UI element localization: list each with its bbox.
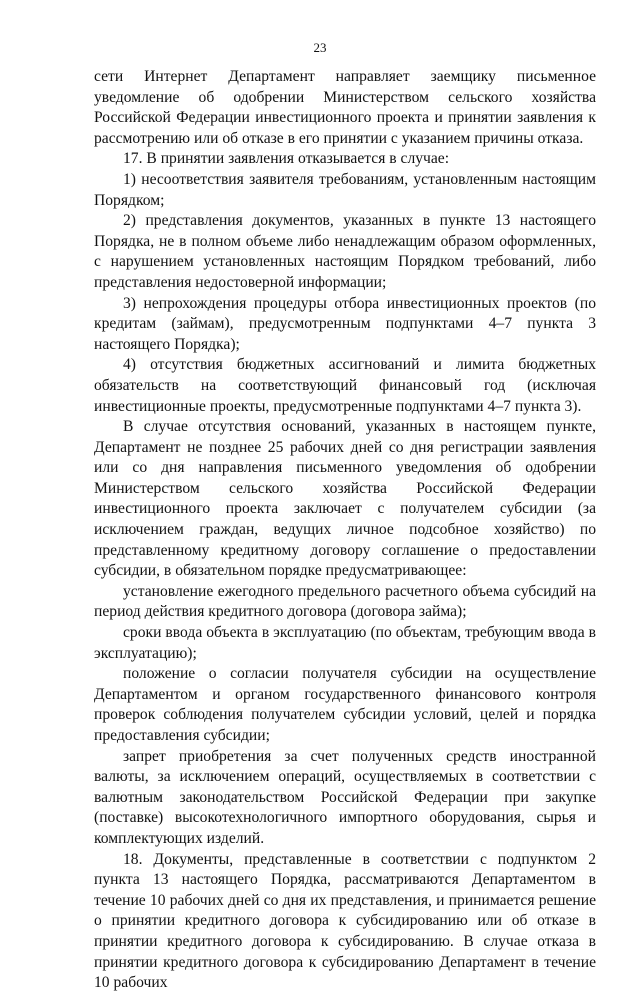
paragraph-item-17: 17. В принятии заявления отказывается в случае:: [123, 150, 450, 168]
document-body: [94, 67, 596, 994]
paragraph-subitem-2: 2) представления документов, указанных в пункте 13 настоящего Порядка, не в полном объеме либо ненадлежащим образом оформленных, с нарушением установленных настоящим Порядком требований, либо представления недостоверной информации;: [94, 212, 596, 291]
paragraph-subsidy-volume: установление ежегодного предельного расчетного объема субсидий на период действия кредитного договора (договора займа);: [94, 582, 596, 621]
paragraph-subitem-3: 3) непрохождения процедуры отбора инвестиционных проектов (по кредитам (займам), предусмотренным подпунктами 4–7 пункта 3 настоящего Порядка);: [94, 294, 596, 353]
paragraph-subitem-1: 1) несоответствия заявителя требованиям, установленным настоящим Порядком;: [94, 170, 596, 209]
page-number: 23: [313, 40, 327, 55]
paragraph-subitem-4: 4) отсутствия бюджетных ассигнований и лимита бюджетных обязательств на соответствующий финансовый год (исключая инвестиционные проекты, предусмотренные подпунктами 4–7 пункта 3).: [94, 356, 596, 415]
paragraph-item-18: 18. Документы, представленные в соответствии с подпунктом 2 пункта 13 настоящего Порядка, рассматриваются Департаментом в течение 10 рабочих дней со дня их представления, и принимается решение о принятии кредитного договора к субсидированию или об отказе в принятии кредитного договора к субсидированию. В случае отказа в принятии кредитного договора к субсидированию Департамент в течение 10 рабочих: [94, 850, 596, 992]
paragraph-currency-ban: запрет приобретения за счет полученных средств иностранной валюты, за исключением операций, осуществляемых в соответствии с валютным законодательством Российской Федерации при закупке (поставке) высокотехнологичного импортного оборудования, сырья и комплектующих изделий.: [94, 747, 596, 847]
paragraph-agreement: В случае отсутствия оснований, указанных в настоящем пункте, Департамент не позднее 25 рабочих дней со дня регистрации заявления или со дня направления письменного уведомления об одобрении Министерством сельского хозяйства Российской Федерации инвестиционного проекта заключает с получателем субсидии (за исключением граждан, ведущих личное подсобное хозяйство) по представленному кредитному договору соглашение о предоставлении субсидии, в обязательном порядке предусматривающее:: [94, 418, 596, 580]
paragraph-continuation: сети Интернет Департамент направляет заемщику письменное уведомление об одобрении Министерством сельского хозяйства Российской Федерации инвестиционного проекта и принятии заявления к рассмотрению или об отказе в его принятии с указанием причины отказа.: [94, 68, 596, 147]
paragraph-commissioning-dates: сроки ввода объекта в эксплуатацию (по объектам, требующим ввода в эксплуатацию);: [94, 624, 596, 662]
paragraph-consent-audit: положение о согласии получателя субсидии на осуществление Департаментом и органом государственного финансового контроля проверок соблюдения получателем субсидии условий, целей и порядка предоставления субсидии;: [94, 665, 596, 744]
